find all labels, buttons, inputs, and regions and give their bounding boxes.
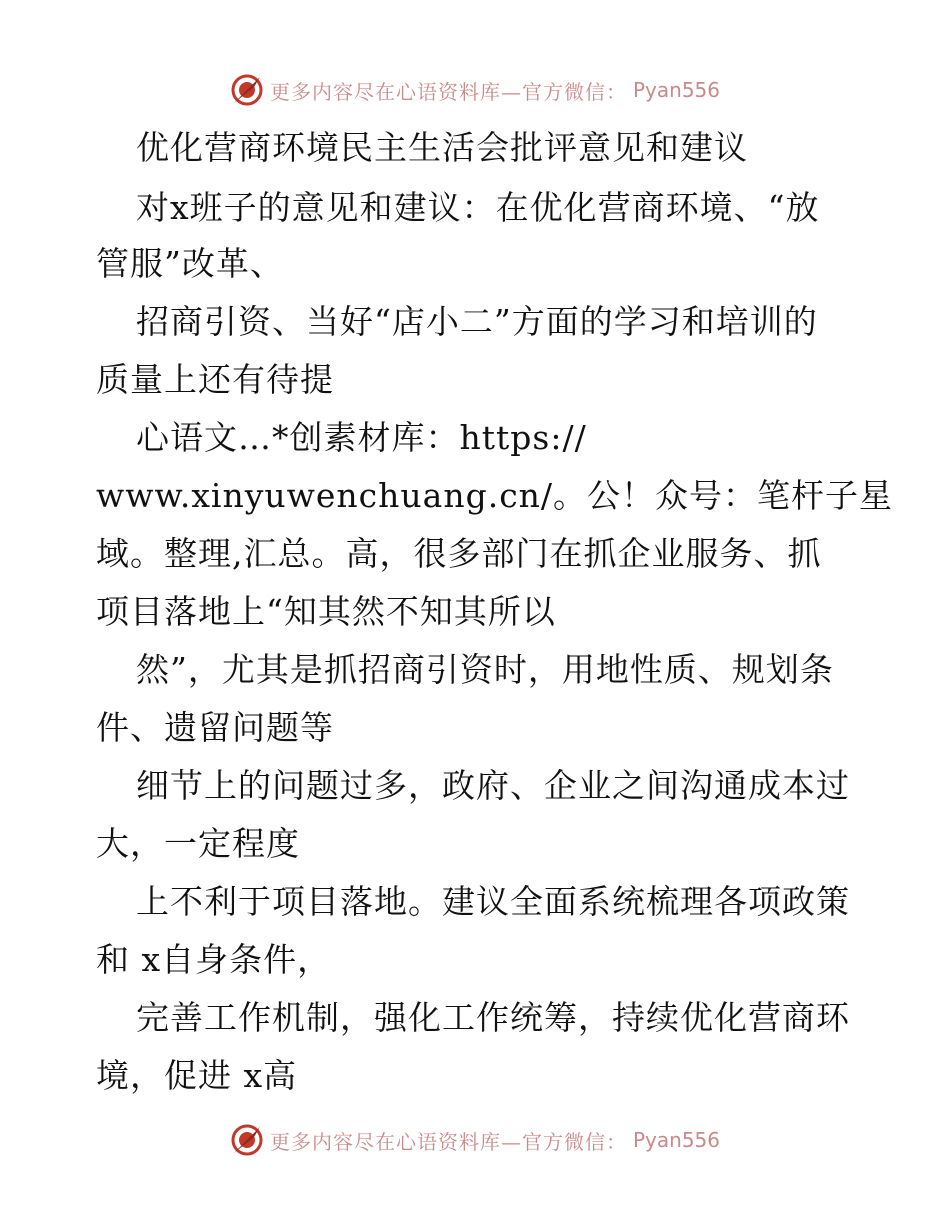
paragraph-line: 心语文…*创素材库：https:// [136, 418, 587, 457]
paragraph-line: 管服”改革、 [96, 244, 284, 283]
paragraph-line: 对x班子的意见和建议：在优化营商环境、“放 [136, 188, 820, 227]
paragraph-line: 招商引资、当好“店小二”方面的学习和培训的 [136, 302, 818, 341]
paragraph-line: 质量上还有待提 [96, 360, 334, 399]
header-watermark-text: 更多内容尽在心语资料库—官方微信： [269, 79, 627, 104]
header-wechat-id: Pyan556 [632, 78, 720, 102]
document-title: 优化营商环境民主生活会批评意见和建议 [136, 128, 748, 167]
header-watermark [0, 70, 950, 110]
paragraph-line: 件、遗留问题等 [96, 708, 334, 747]
paragraph-line: 和 x自身条件， [96, 940, 332, 979]
footer-watermark [0, 1120, 950, 1160]
quill-seal-icon [230, 1123, 264, 1157]
paragraph-line: 境，促进 x高 [96, 1056, 298, 1095]
footer-wechat-id: Pyan556 [632, 1128, 720, 1152]
quill-seal-icon [230, 73, 264, 107]
paragraph-line: 上不利于项目落地。建议全面系统梳理各项政策 [136, 882, 850, 921]
paragraph-line: 然”，尤其是抓招商引资时，用地性质、规划条 [136, 650, 834, 689]
paragraph-line: 细节上的问题过多，政府、企业之间沟通成本过 [136, 766, 850, 805]
paragraph-line: 完善工作机制，强化工作统筹，持续优化营商环 [136, 998, 850, 1037]
paragraph-line: 项目落地上“知其然不知其所以 [96, 592, 556, 631]
paragraph-line: 大，一定程度 [96, 824, 300, 863]
footer-watermark-text: 更多内容尽在心语资料库—官方微信： [269, 1129, 627, 1154]
paragraph-line: 域。整理,汇总。高，很多部门在抓企业服务、抓 [96, 534, 822, 573]
paragraph-line: www.xinyuwenchuang.cn/。公！众号：笔杆子星 [96, 476, 894, 515]
